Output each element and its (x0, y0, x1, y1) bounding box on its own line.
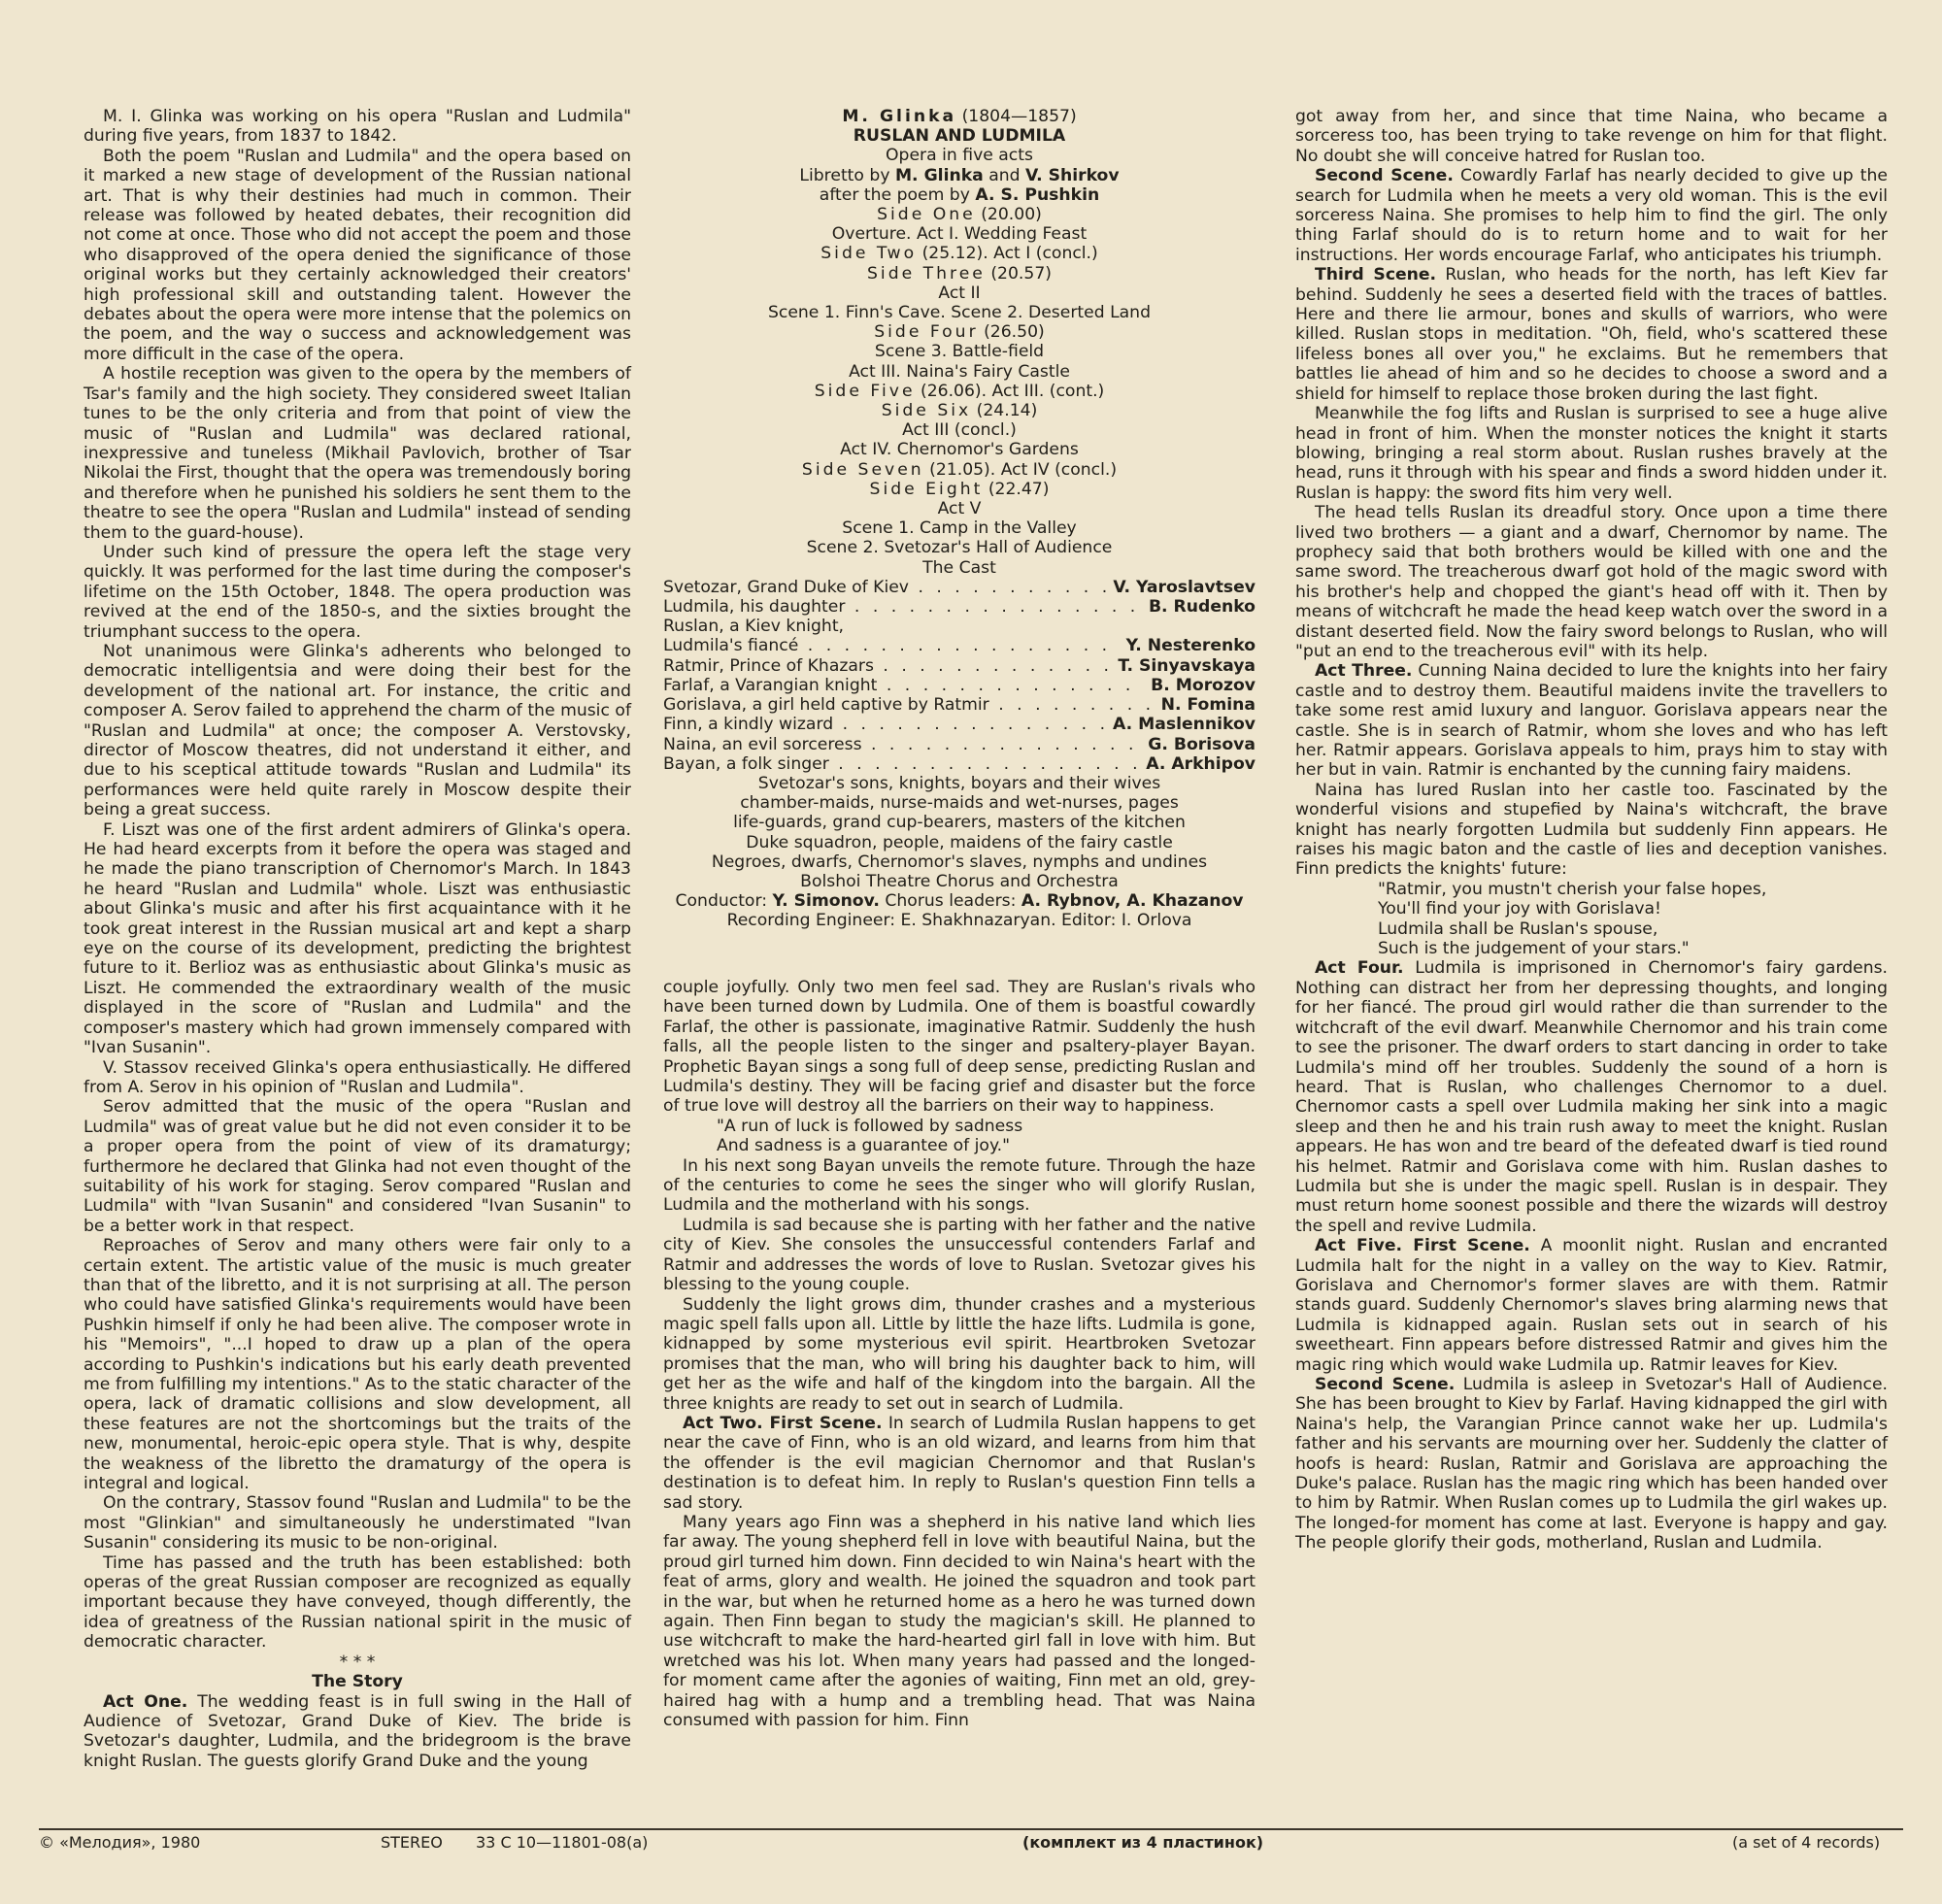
source-prefix: after the poem by (819, 184, 976, 205)
cast-performer: B. Morozov (1151, 675, 1256, 695)
side-label: Side One (877, 205, 976, 225)
paragraph: Ludmila is sad because she is parting with her father and the native city of Kiev. She consoles the unsuccessful contenders Farlaf and Ratmir and addresses the words of love to Ruslan. Svetozar gives his blessing to the young couple. (663, 1215, 1256, 1295)
side-entry (663, 420, 1256, 440)
cast-row (663, 735, 1256, 754)
paragraph (1295, 958, 1888, 1236)
side-label: Side Two (820, 244, 918, 264)
paragraph: Both the poem "Ruslan and Ludmila" and the opera based on it marked a new stage of development of the Russian national art. That is why their destinies had much in common. Their release was followed by heated debates, their recognition did not come at once. Those who did not accept the poem and those who disapproved of the opera denied the significance of those original works but they certainly acknowledged their creators' high professional skill and outstanding talent. However the debates about the opera were more intense that the polemics on the poem, and the way o success and acknowledgement was more difficult in the case of the opera. (84, 146, 631, 364)
side-detail: Overture. Act I. Wedding Feast (831, 224, 1088, 245)
cast-row (663, 656, 1256, 676)
cast-role: Ruslan, a Kiev knight, (663, 617, 845, 637)
side-entry (663, 264, 1256, 284)
cast-performer: V. Yaroslavtsev (1113, 577, 1256, 597)
side-detail: (25.12). Act I (concl.) (917, 244, 1098, 264)
chorus-leaders: A. Rybnov, A. Khazanov (1021, 891, 1244, 912)
act-label: Act Two. First Scene. (683, 1413, 883, 1433)
ensemble-line: life-guards, grand cup-bearers, masters of the kitchen (733, 813, 1186, 833)
side-detail: Act III. Naina's Fairy Castle (849, 361, 1070, 382)
cast-role: Ludmila, his daughter . . . (663, 597, 1143, 617)
paragraph: F. Liszt was one of the first ardent admirers of Glinka's opera. He had heard excerpts from it before the opera was staged and he made the piano transcription of Chernomor's March. In 1843 he heard "Ruslan and Ludmila" whole. Liszt was enthusiastic about Glinka's music and after his first acquaintance with it he took great interest in the Russian musical art and kept a sharp eye on the course of its development, predicting the brightest future to it. Berlioz was as enthusiastic about Glinka's music as Liszt. He commended the extraordinary wealth of the music displayed in the score of "Ruslan and Ludmila" and the composer's mastery which had grown immensely compared with "Ivan Susanin". (84, 819, 631, 1058)
librettist: V. Shirkov (1025, 165, 1120, 185)
set-note-english: (a set of 4 records) (1732, 1833, 1881, 1852)
side-list (663, 205, 1256, 558)
ensemble-line: chamber-maids, nurse-maids and wet-nurses, pages (740, 793, 1179, 814)
paragraph: In his next song Bayan unveils the remote future. Through the haze of the centuries to come he sees the singer who will glorify Ruslan, Ludmila and the motherland with his songs. (663, 1155, 1256, 1216)
composer-line (663, 107, 1256, 126)
cast-row (663, 617, 1256, 636)
story-column-right (1295, 107, 1888, 1553)
side-entry (663, 205, 1256, 224)
side-entry (663, 303, 1256, 322)
side-label: Side Three (867, 263, 986, 284)
paragraph: couple joyfully. Only two men feel sad. They are Ruslan's rivals who have been turned down by Ludmila. One of them is boastful cowardly Farlaf, the other is passionate, imaginative Ratmir. Suddenly the hush falls, all the people listen to the singer and psaltery-player Bayan. Prophetic Bayan sings a song full of deep sense, predicting Ruslan and Ludmila's destiny. They will be facing grief and disaster but the force of true love will destroy all the barriers on their way to happiness. (663, 978, 1256, 1117)
chorus-prefix: Chorus leaders: (879, 891, 1021, 912)
poet-name: A. S. Pushkin (975, 184, 1100, 205)
cast-performer: A. Arkhipov (1146, 753, 1256, 774)
ensemble-line: Svetozar's sons, knights, boyars and their wives (757, 773, 1161, 793)
engineer-line: Recording Engineer: E. Shakhnazaryan. Editor: I. Orlova (726, 911, 1192, 931)
story-column-middle (663, 978, 1256, 1730)
cast-performer: B. Rudenko (1148, 597, 1256, 618)
paragraph: V. Stassov received Glinka's opera enthusiastically. He differed from A. Serov in his opinion of "Ruslan and Ludmila". (84, 1057, 631, 1097)
verse-line: "A run of luck is followed by sadness (717, 1116, 1023, 1136)
cast-row (663, 597, 1256, 617)
side-entry (663, 382, 1256, 401)
side-detail: Scene 2. Svetozar's Hall of Audience (806, 538, 1113, 558)
side-entry (663, 499, 1256, 518)
side-detail: (26.06). Act III. (cont.) (915, 381, 1105, 401)
librettist: M. Glinka (894, 165, 984, 185)
cast-row (663, 636, 1256, 655)
side-label: Side Four (874, 322, 979, 343)
ensemble-line: Duke squadron, people, maidens of the fairy castle (746, 832, 1173, 852)
side-label: Side Seven (801, 459, 924, 480)
ensemble-list (663, 774, 1256, 891)
act-text: The wedding feast is in full swing in the Hall of Audience of Svetozar, Grand Duke of Kiev. The bride is Svetozar's daughter, Ludmila, and the bridegroom is the brave knight Ruslan. The guests glorify Grand Duke and the young (84, 1691, 631, 1771)
libretto-prefix: Libretto by (799, 165, 895, 185)
paragraph: Not unanimous were Glinka's adherents who belonged to democratic intelligentsia and were doing their best for the development of the national art. For instance, the critic and composer A. Serov failed to apprehend the charm of the music of "Ruslan and Ludmila" at once; the composer A. Verstovsky, director of Moscow theatres, did not understand it either, and due to his sceptical attitude towards "Ruslan and Ludmila" its performances were held quite rarely in Moscow despite their being a great success. (84, 641, 631, 820)
paragraph (1295, 661, 1888, 780)
cast-role: Ratmir, Prince of Khazars . . . (663, 656, 1112, 676)
act-text: Cunning Naina decided to lure the knights into her fairy castle and to destroy them. Beautiful maidens invite the travellers to take some rest amid luxury and languor. Gorislava appears near the castle. She is in search of Ratmir, whom she loves and who has left her. Ratmir appears. Gorislava appeals to him, prays him to stay with her but in vain. Ratmir is enchanted by the cunning fairy maidens. (1295, 661, 1888, 781)
verse-line: Ludmila shall be Ruslan's spouse, (1378, 919, 1658, 939)
paragraph: On the contrary, Stassov found "Ruslan and Ludmila" to be the most "Glinkian" and simultaneously he understimated "Ivan Susanin" considering its music to be non-original. (84, 1493, 631, 1553)
verse-line: And sadness is a guarantee of joy." (717, 1136, 1011, 1156)
side-detail: Act IV. Chernomor's Gardens (840, 440, 1079, 460)
cast-row (663, 695, 1256, 715)
paragraph (1295, 166, 1888, 265)
side-detail: (24.14) (971, 401, 1038, 421)
side-entry (663, 518, 1256, 538)
paragraph: Time has passed and the truth has been established: both operas of the great Russian composer are recognized as equally important because they have conveyed, though differently, the idea of greatness of the Russian national spirit in the music of democratic character. (84, 1553, 631, 1653)
verse-line: "Ratmir, you mustn't cherish your false hopes, (1378, 879, 1767, 899)
story-heading: The Story (312, 1672, 403, 1692)
side-detail: (20.00) (975, 205, 1042, 225)
scene-label: Second Scene. (1315, 166, 1454, 186)
paragraph: Serov admitted that the music of the opera "Ruslan and Ludmila" was of great value but he did not even consider it to be a proper opera from the point of view of its dramaturgy; furthermore he declared that Glinka had not even thought of the suitability of his work for staging. Serov compared "Ruslan and Ludmila" with "Ivan Susanin" and considered "Ivan Susanin" to be a better work in that respect. (84, 1097, 631, 1236)
cast-role: Farlaf, a Varangian knight . . . (663, 676, 1145, 695)
side-detail: Scene 1. Finn's Cave. Scene 2. Deserted Land (767, 303, 1151, 323)
side-detail: (22.47) (983, 479, 1050, 499)
scene-text: Cowardly Farlaf has nearly decided to give up the search for Ludmila when he meets a very old woman. This is the evil sorceress Naina. She promises to help him to find the girl. The only thing Farlaf should do is to return home and to wait for her instructions. Her words encourage Farlaf, who anticipates his triumph. (1295, 166, 1889, 265)
section-divider: * * * (339, 1652, 376, 1672)
side-entry (663, 322, 1256, 342)
composer-dates: (1804—1857) (961, 107, 1077, 126)
side-entry (663, 244, 1256, 263)
ensemble-line: Negroes, dwarfs, Chernomor's slaves, nymphs and undines (711, 852, 1208, 872)
verse-line: Such is the judgement of your stars." (1378, 939, 1690, 959)
cast-role: Gorislava, a girl held captive by Ratmir . . . (663, 695, 1155, 715)
scene-label: Third Scene. (1315, 265, 1437, 285)
act-label: Act Five. First Scene. (1315, 1236, 1530, 1256)
paragraph: Many years ago Finn was a shepherd in his native land which lies far away. The young shepherd fell in love with beautiful Naina, but the proud girl turned him down. Finn decided to win Naina's heart with the feat of arms, glory and wealth. He joined the squadron and took part in the war, but when he returned home as a hero he was turned down again. Then Finn began to study the magician's skill. He planned to use witchcraft to make the hard-hearted girl fall in love with him. But wretched was his lot. When many years had passed and the longed-for moment came after the agonies of waiting, Finn met an old, grey-haired hag with a hump and a trembling head. That was Naina consumed with passion for him. Finn (663, 1512, 1256, 1731)
cast-role: Ludmila's fiancé . . . (663, 636, 1121, 655)
paragraph: Meanwhile the fog lifts and Ruslan is surprised to see a huge alive head in front of him. When the monster notices the knight it starts blowing, bringing a real storm about. Ruslan rushes bravely at the head, runs it through with his spear and finds a sword hidden under it. Ruslan is happy: the sword fits him very well. (1295, 404, 1888, 503)
side-label: Side Five (814, 381, 916, 401)
scene-label: Second Scene. (1315, 1375, 1456, 1394)
side-entry (663, 362, 1256, 382)
cast-performer (1250, 617, 1256, 636)
paragraph (663, 1414, 1256, 1513)
footer-divider (39, 1828, 1903, 1830)
essay-column (84, 107, 631, 1771)
cast-performer: Y. Nesterenko (1125, 636, 1256, 656)
side-entry (663, 224, 1256, 244)
side-detail: Scene 1. Camp in the Valley (842, 518, 1077, 539)
cast-performer: A. Maslennikov (1113, 715, 1256, 735)
cast-performer: N. Fomina (1160, 695, 1256, 716)
side-detail: Act III (concl.) (902, 420, 1017, 441)
cast-list (663, 578, 1256, 774)
catalog-number: 33 С 10—11801-08(а) (476, 1833, 649, 1852)
cast-performer: T. Sinyavskaya (1118, 655, 1256, 676)
side-detail: (21.05). Act IV (concl.) (923, 459, 1118, 480)
paragraph: A hostile reception was given to the opera by the members of Tsar's family and the high society. They considered sweet Italian tunes to be the only criteria and from that point of view the music of "Ruslan and Ludmila" was declared rational, inexpressive and tuneless (Mikhail Pavlovich, brother of Tsar Nikolai the First, thought that the opera was tremendously boring and therefore when he punished his soldiers he sent them to the theatre to see the opera "Ruslan and Ludmila" instead of sending them to the guard-house). (84, 364, 631, 543)
paragraph: Naina has lured Ruslan into her castle too. Fascinated by the wonderful visions and stupefied by Naina's witchcraft, the brave knight has nearly forgotten Ludmila but suddenly Finn appears. He raises his magic baton and the castle of lies and deception vanishes. Finn predicts the knights' future: (1295, 780, 1888, 880)
paragraph: Reproaches of Serov and many others were fair only to a certain extent. The artistic value of the music is much greater than that of the libretto, and it is not surprising at all. The person who could have satisfied Glinka's requirements would have been Pushkin himself if only he had been alive. The composer wrote in his "Memoirs", "...I hoped to draw up a plan of the opera according to Pushkin's indications but his early death prevented me from fulfilling my intentions." As to the static character of the opera, lack of dramatic collisions and slow development, all these features are not the shortcomings but the traits of the new, monumental, heroic-epic opera style. That is why, despite the weakness of the libretto the dramaturgy of the opera is integral and logical. (84, 1236, 631, 1494)
paragraph: Suddenly the light grows dim, thunder crashes and a mysterious magic spell falls upon all. Little by little the haze lifts. Ludmila is gone, kidnapped by some mysterious evil spirit. Heartbroken Svetozar promises that the man, who will bring his daughter back to him, will get her as the wife and half of the kingdom into the bargain. All the three knights are ready to set out in search of Ludmila. (663, 1294, 1256, 1414)
conductor-line (663, 891, 1256, 911)
conductor-prefix: Conductor: (675, 891, 773, 912)
scene-text: Ruslan, who heads for the north, has left Kiev far behind. Suddenly he sees a deserted field with the traces of battles. Here and there lie armour, bones and skulls of warriors, who were killed. Ruslan stops in meditation. "Oh, field, who's scattered these lifeless bones all over you," he exclaims. But he remembers that battles lie ahead of him and so he decides to choose a sword and a shield for himself to replace those broken during the last fight. (1295, 265, 1889, 404)
cast-row (663, 578, 1256, 597)
credits-block (663, 107, 1256, 931)
cast-role: Finn, a kindly wizard . . . (663, 715, 1107, 734)
act-text: Ludmila is imprisoned in Chernomor's fairy gardens. Nothing can distract her from her depressing thoughts, and longing for her fiancé. The proud girl would rather die than surrender to the witchcraft of the evil dwarf. Meanwhile Chernomor and his train come to see the prisoner. The dwarf orders to start dancing in order to take Ludmila's mind off her troubles. Suddenly the sound of a horn is heard. That is Ruslan, who challenges Chernomor to a duel. Chernomor casts a spell over Ludmila making her sink into a magic sleep and then he and his train rush away to meet the knight. Ruslan appears. He has won and tre beard of the defeated dwarf is tied round his helmet. Ratmir and Gorislava come with him. Ruslan dashes to Ludmila but she is under the magic spell. Ruslan is in despair. They must return home soonest possible and there the wizards will destroy the spell and revive Ludmila. (1295, 958, 1888, 1236)
side-entry (663, 538, 1256, 557)
act-label: Act One. (103, 1691, 188, 1712)
verse-line: You'll find your joy with Gorislava! (1378, 899, 1661, 919)
set-note-russian: (комплект из 4 пластинок) (1022, 1833, 1264, 1852)
opera-subtitle: Opera in five acts (886, 146, 1033, 166)
act-label: Act Three. (1315, 661, 1413, 682)
paragraph: The head tells Ruslan its dreadful story. Once upon a time there lived two brothers — a giant and a dwarf, Chernomor by name. The prophecy said that both brothers would be killed with one and the same sword. The treacherous dwarf got hold of the magic sword with his brother's help and chopped the giant's head off with it. Then by means of witchcraft he made the head keep watch over the sword in a distant deserted field. Now the fairy sword belongs to Ruslan, who will "put an end to the treacherous evil" with its help. (1295, 503, 1888, 661)
scene-text: Ludmila is asleep in Svetozar's Hall of Audience. She has been brought to Kiev by Farlaf. Having kidnapped the girl with Naina's help, the Varangian Prince cannot wake her up. Ludmila's father and his servants are mourning over her. Suddenly the clatter of hoofs is heard: Ruslan, Ratmir and Gorislava are approaching the Duke's palace. Ruslan has the magic ring which has been handed over to him by Ratmir. When Ruslan comes up to Ludmila the girl wakes up. The longed-for moment has come at last. Everyone is happy and gay. The people glorify their gods, motherland, Ruslan and Ludmila. (1295, 1375, 1889, 1553)
paragraph: M. I. Glinka was working on his opera "Ruslan and Ludmila" during five years, from 1837 to 1842. (84, 107, 631, 147)
act-text: In search of Ludmila Ruslan happens to get near the cave of Finn, who is an old wizard, and learns from him that the offender is the evil magician Chernomor and that Ruslan's destination is to defeat him. In reply to Ruslan's question Finn tells a sad story. (663, 1413, 1256, 1513)
side-detail: Act II (938, 283, 981, 303)
cast-role: Naina, an evil sorceress . . . (663, 735, 1142, 754)
paragraph (1295, 265, 1888, 404)
side-detail: (20.57) (985, 263, 1052, 284)
side-detail: Act V (937, 499, 982, 519)
side-label: Side Six (881, 401, 972, 421)
side-label: Side Eight (869, 479, 984, 499)
side-entry (663, 460, 1256, 480)
paragraph (1295, 1375, 1888, 1553)
cast-performer: G. Borisova (1148, 734, 1256, 754)
libretto-and: and (983, 165, 1025, 185)
ensemble-line: Bolshoi Theatre Chorus and Orchestra (800, 871, 1119, 891)
copyright: © «Мелодия», 1980 (39, 1833, 201, 1852)
side-entry (663, 342, 1256, 361)
libretto-line (663, 166, 1256, 185)
cast-row (663, 715, 1256, 734)
cast-row (663, 676, 1256, 695)
act-text: A moonlit night. Ruslan and encranted Ludmila halt for the night in a valley on the way to Kiev. Ratmir, Gorislava and Chernomor's former slaves are with them. Ratmir stands guard. Suddenly Chernomor's slaves bring alarming news that Ludmila is kidnapped again. Ruslan sets out in search of his sweetheart. Finn appears before distressed Ratmir and gives him the magic ring which would wake Ludmila up. Ratmir leaves for Kiev. (1295, 1236, 1889, 1375)
source-line (663, 185, 1256, 205)
side-entry (663, 401, 1256, 420)
side-entry (663, 440, 1256, 459)
cast-role: Bayan, a folk singer . . . (663, 754, 1140, 774)
paragraph (1295, 1236, 1888, 1375)
conductor-name: Y. Simonov. (772, 891, 880, 912)
cast-heading: The Cast (922, 557, 996, 578)
paragraph: Under such kind of pressure the opera left the stage very quickly. It was performed for the last time during the composer's lifetime on the 15th October, 1848. The opera production was revived at the end of the 1850-s, and the sixties brought the triumphant success to the opera. (84, 542, 631, 642)
side-detail: (26.50) (978, 322, 1045, 343)
composer-name: M. Glinka (842, 107, 957, 126)
side-detail: Scene 3. Battle-field (874, 342, 1045, 362)
cast-role: Svetozar, Grand Duke of Kiev . . . (663, 578, 1107, 597)
paragraph (84, 1692, 631, 1772)
paragraph: got away from her, and since that time Naina, who became a sorceress too, has been trying to take revenge on him for that flight. No doubt she will conceive hatred for Ruslan too. (1295, 107, 1888, 166)
side-entry (663, 284, 1256, 303)
act-label: Act Four. (1315, 958, 1404, 979)
cast-row (663, 754, 1256, 774)
opera-title: RUSLAN AND LUDMILA (853, 126, 1066, 147)
stereo-label: STEREO (381, 1833, 443, 1852)
side-entry (663, 480, 1256, 499)
